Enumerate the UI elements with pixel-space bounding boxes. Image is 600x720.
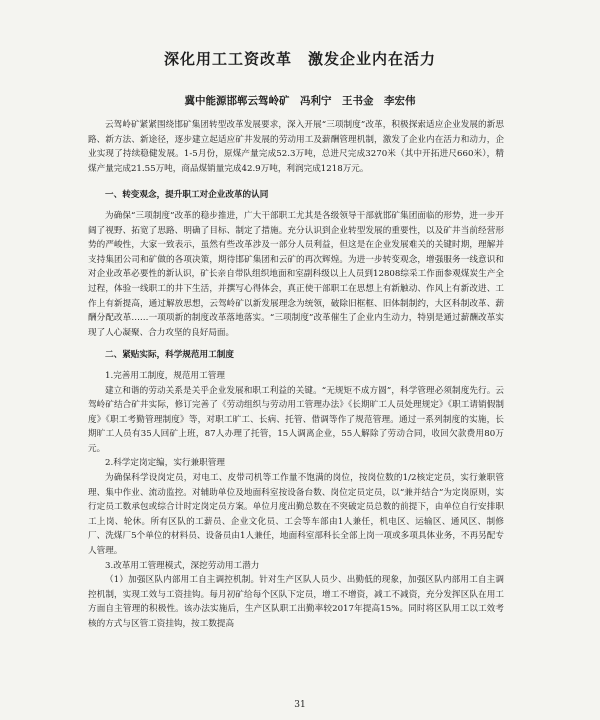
subsection-3-paragraph: （1）加强区队内部用工自主调控机制。针对生产区队人员少、出勤低的现象，加强区队内部用工自主调控机制，实现工效与工资挂钩。每月初矿给每个区队下定员，增工不增资，减工不减资，充分发挥区队在用工方面自主管理的积极性。该办法实施后，生产区队职工出勤率较2017年提高15%。同时将区队用工以工效考核的方式与区管工资挂钩，按工数提高: [88, 575, 504, 629]
subsection-2-paragraph: 为确保科学设岗定员，对电工、皮带司机等工作量不饱满的岗位，按岗位数的1/2核定定员，实行兼职管理、集中作业、流动监控。对辅助单位及地面科室按设备台数、岗位定员定员，以“兼并结合”为定岗原则，实行定员工数承包或综合计时定岗定员方案。单位月度出勤总数在不突破定员总数的前提下，由单位自行安排职工上岗、轮休。所有区队的工薪员、企业文化员、工会等车部由1人兼任，机电区、运输区、通风区、制修厂、洗煤厂5个单位的材料员、设备员由1人兼任，地面科室部科长全部上岗一项或多项具体业务，不再另配专人管理。: [88, 473, 504, 557]
abstract-paragraph: 云驾岭矿紧紧围绕邯矿集团转型改革发展要求，深入开展“三项制度”改革，积极探索适应企业发展的新思路、新方法、新途径，逐步建立起适应矿井发展的劳动用工及薪酬管理机制，激发了企业内在活力和动力，企业实现了持续稳健发展。1-5月份，原煤产量完成52.3万吨，总进尺完成3270米（其中开拓进尺660米），精煤产量完成21.55万吨，商品煤销量完成42.9万吨，利润完成1218万元。: [88, 120, 504, 174]
subsection-2-heading: 2.科学定岗定编，实行兼职管理: [105, 458, 225, 469]
article-title: 深化用工工资改革 激发企业内在活力: [163, 50, 436, 68]
article-body: [88, 118, 504, 632]
page-number: 31: [294, 700, 306, 710]
section-1-heading: 一、转变观念，提升职工对企业改革的认同: [105, 190, 269, 201]
section-2-heading: 二、紧贴实际，科学规范用工制度: [105, 350, 234, 361]
subsection-1-paragraph: 建立和谐的劳动关系是关乎企业发展和职工利益的关键。“无规矩不成方圆”，科学管理必须制度先行。云驾岭矿结合矿井实际，修订完善了《劳动组织与劳动用工管理办法》《长期旷工人员处理规定》《职工请销假制度》《职工考勤管理制度》等，对职工旷工、长病、托管、借调等作了规范管理。通过一系列制度的实施，长期旷工人员有35人回矿上班，87人办理了托管，15人调离企业，55人解除了劳动合同，收回欠款费用80万元。: [88, 385, 504, 454]
article-authors: 冀中能源邯郸云驾岭矿 冯利宁 王书金 李宏伟: [184, 95, 416, 107]
subsection-1-heading: 1.完善用工制度，规范用工管理: [105, 370, 225, 381]
subsection-3-heading: 3.改革用工管理模式，深挖劳动用工潜力: [105, 560, 260, 571]
section-1-paragraph: 为确保“三项制度”改革的稳步推进，广大干部职工尤其是各级领导干部就邯矿集团面临的形势，进一步开阔了视野、拓宽了思路、明确了目标、制定了措施。充分认识到企业转型发展的重要性，以及矿井当前经营形势的严峻性，大家一致表示，虽然有些改革涉及一部分人员利益，但这是在企业发展难关的关键时期，理解并支持集团公司和矿做的各项决策，期待邯矿集团和云矿的再次辉煌。为进一步转变观念，增强服务一线意识和对企业改革必要性的新认识，矿长亲自带队组织地面和室副科级以上人员到12808综采工作面参观煤炭生产全过程，体验一线职工的井下生活，并撰写心得体会，真正使干部职工在思想上有新触动、作风上有新改进、工作上有新提高，通过解放思想，云驾岭矿以新发展理念为统领，破除旧框框、旧体制制约，大区科制改革、薪酬分配改革……一项项新的制度改革落地落实。“三项制度”改革催生了企业内生动力，特别是通过薪酬改革实现了人心凝聚、合力攻坚的良好局面。: [88, 210, 504, 338]
